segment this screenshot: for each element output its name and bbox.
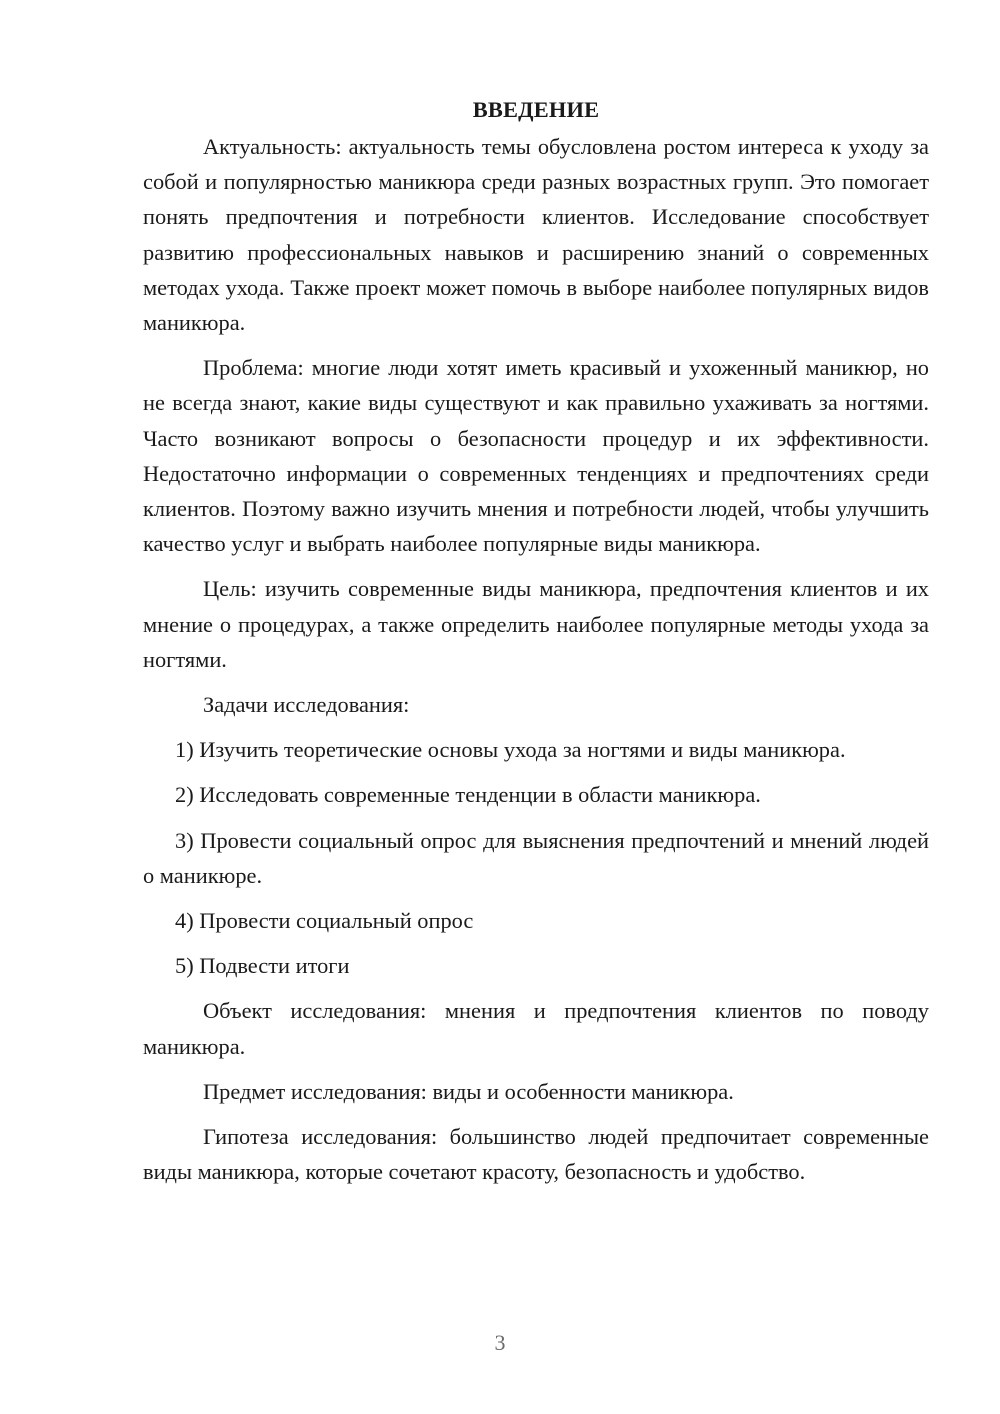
list-item: 4) Провести социальный опрос (175, 908, 474, 934)
list-item: 2) Исследовать современные тенденции в области маникюра. (175, 782, 761, 808)
list-item: 1) Изучить теоретические основы ухода за ногтями и виды маникюра. (175, 737, 846, 763)
tasks-list (143, 732, 929, 983)
list-item: 5) Подвести итоги (175, 953, 350, 979)
paragraph-relevance: Актуальность: актуальность темы обусловлена ростом интереса к уходу за собой и популярностью маникюра среди разных возрастных групп. Это помогает понять предпочтения и потребности клиентов. Исследование способствует развитию профессиональных навыков и расширению знаний о современных методах ухода. Также проект может помочь в выборе наиболее популярных видов маникюра. (143, 134, 929, 336)
document-page (143, 92, 929, 1199)
section-title: ВВЕДЕНИЕ (472, 97, 600, 122)
paragraph-problem: Проблема: многие люди хотят иметь красивый и ухоженный маникюр, но не всегда знают, какие виды существуют и как правильно ухаживать за ногтями. Часто возникают вопросы о безопасности процедур и их эффективности. Недостаточно информации о современных тенденциях и предпочтениях среди клиентов. Поэтому важно изучить мнения и потребности людей, чтобы улучшить качество услуг и выбрать наиболее популярные виды маникюра. (143, 355, 929, 557)
paragraph-hypothesis: Гипотеза исследования: большинство людей предпочитает современные виды маникюра, которые сочетают красоту, безопасность и удобство. (143, 1124, 929, 1185)
tasks-heading: Задачи исследования: (203, 692, 410, 718)
paragraph-subject: Предмет исследования: виды и особенности маникюра. (203, 1078, 734, 1104)
paragraph-goal: Цель: изучить современные виды маникюра, предпочтения клиентов и их мнение о процедурах, а также определить наиболее популярные методы ухода за ногтями. (143, 576, 929, 672)
paragraph-object: Объект исследования: мнения и предпочтения клиентов по поводу маникюра. (143, 998, 929, 1059)
page-number: 3 (494, 1330, 506, 1355)
list-item: 3) Провести социальный опрос для выяснения предпочтений и мнений людей о маникюре. (143, 827, 929, 888)
